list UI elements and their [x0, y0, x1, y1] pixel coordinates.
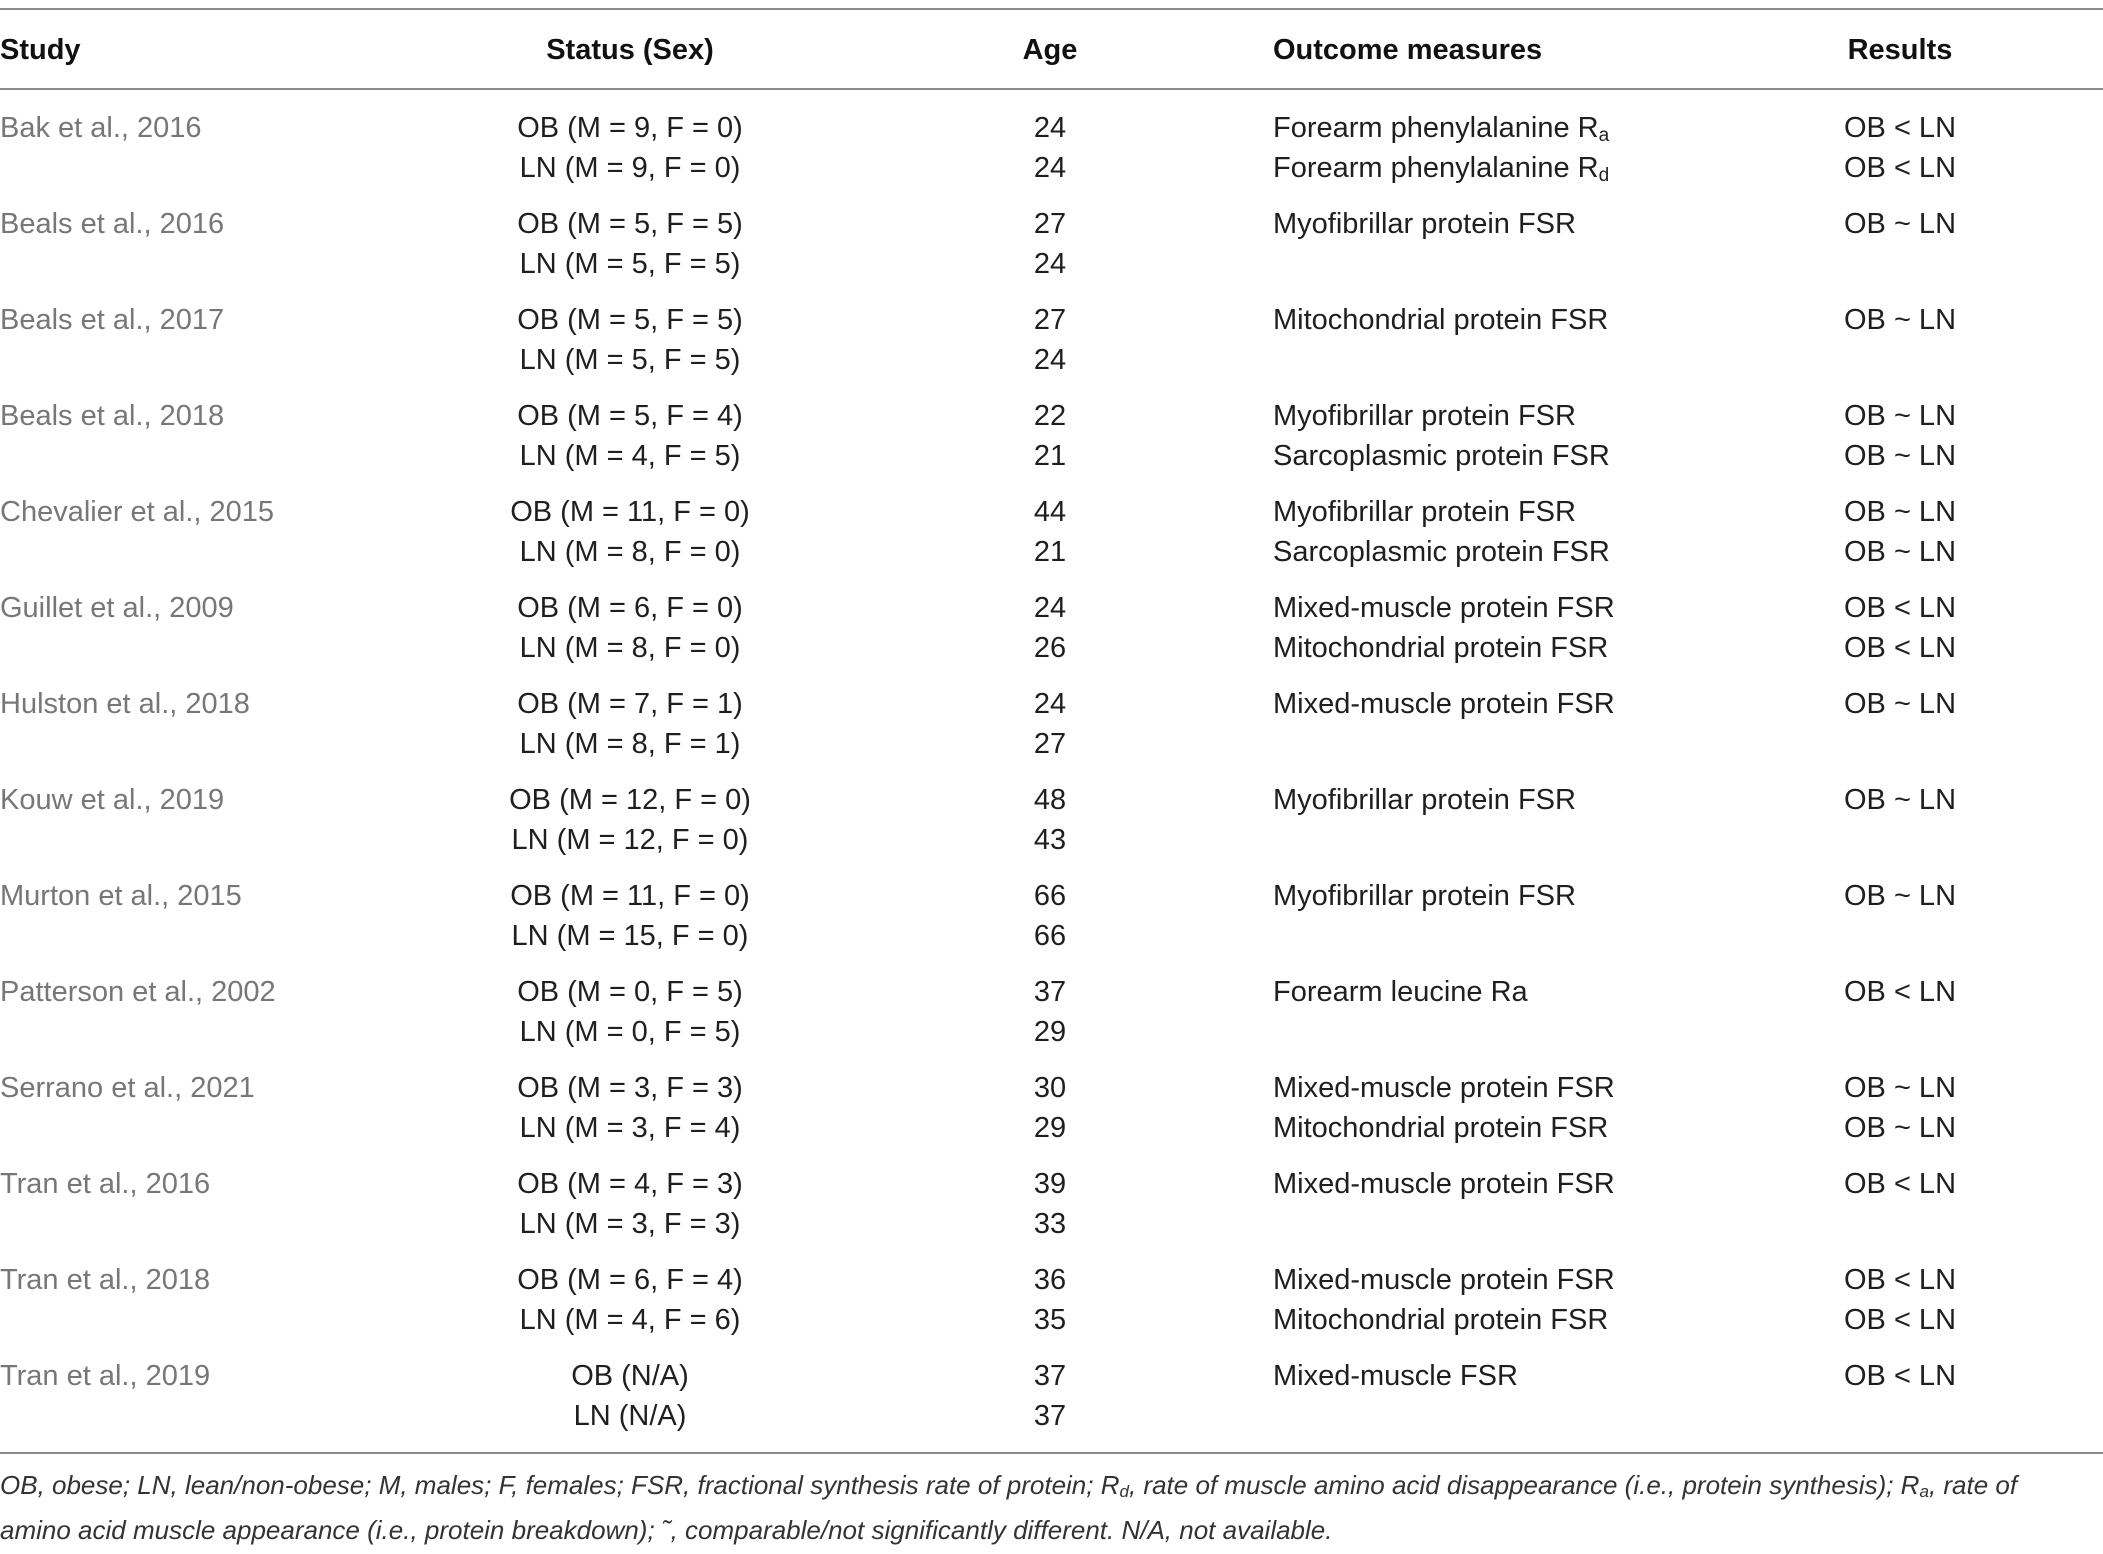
- outcome-text: Mixed-muscle FSR: [1273, 1360, 1518, 1392]
- outcome-line: [1273, 300, 1608, 340]
- status-line: OB (M = 3, F = 3): [517, 1072, 743, 1104]
- outcome-text: Myofibrillar protein FSR: [1273, 880, 1576, 912]
- table-body: [0, 108, 2103, 1452]
- status-cell: [430, 972, 830, 1052]
- table-row: [0, 108, 2103, 204]
- outcome-text: Mixed-muscle protein FSR: [1273, 1072, 1615, 1104]
- status-cell: [430, 300, 830, 380]
- footnote-text-3: , rate of amino acid muscle appearance (i.e., protein breakdown); ˜, comparable/not significantly different. N/A, not available.: [0, 1470, 2018, 1545]
- table-row: [0, 588, 2103, 684]
- outcome-line: [1273, 1260, 1615, 1300]
- result-cell: [1700, 300, 2100, 340]
- header-age: Age: [1022, 34, 1078, 66]
- status-cell: [430, 1260, 830, 1340]
- result-line: OB ~ LN: [1843, 784, 1957, 816]
- status-cell: [430, 1164, 830, 1244]
- outcome-text: Myofibrillar protein FSR: [1273, 208, 1576, 240]
- age-cell: [950, 876, 1150, 956]
- age-cell: [950, 1068, 1150, 1148]
- result-cell: [1700, 1260, 2100, 1340]
- outcome-line: [1273, 532, 1610, 572]
- age-line: 66: [1033, 880, 1067, 912]
- status-line: OB (M = 0, F = 5): [517, 976, 743, 1008]
- outcome-cell: [1273, 204, 1576, 244]
- age-line: 24: [1033, 344, 1067, 376]
- footnote-sub-a: a: [1919, 1482, 1929, 1501]
- status-cell: [430, 108, 830, 188]
- result-cell: [1700, 396, 2100, 476]
- outcome-cell: [1273, 1068, 1615, 1148]
- result-line: OB < LN: [1843, 112, 1957, 144]
- age-line: 48: [1033, 784, 1067, 816]
- outcome-cell: [1273, 876, 1576, 916]
- age-line: 26: [1033, 632, 1067, 664]
- result-cell: [1700, 1356, 2100, 1396]
- outcome-line: [1273, 684, 1615, 724]
- result-line: OB ~ LN: [1843, 688, 1957, 720]
- result-line: OB ~ LN: [1843, 1072, 1957, 1104]
- result-cell: [1700, 108, 2100, 188]
- table-row: [0, 396, 2103, 492]
- outcome-cell: [1273, 588, 1615, 668]
- study-cell: Beals et al., 2018: [0, 400, 225, 432]
- outcome-text: Mitochondrial protein FSR: [1273, 1112, 1609, 1144]
- study-cell: Tran et al., 2019: [0, 1360, 211, 1392]
- status-line: OB (M = 5, F = 5): [517, 208, 743, 240]
- table-bottom-rule: [0, 1452, 2103, 1454]
- outcome-line: [1273, 108, 1609, 148]
- age-line: 43: [1033, 824, 1067, 856]
- status-line: OB (M = 5, F = 5): [517, 304, 743, 336]
- table-row: [0, 1260, 2103, 1356]
- outcome-line: [1273, 1164, 1615, 1204]
- study-cell: Hulston et al., 2018: [0, 688, 250, 720]
- outcome-line: [1273, 204, 1576, 244]
- status-cell: [430, 876, 830, 956]
- header-outcome: Outcome measures: [1273, 34, 1543, 66]
- outcome-text: Mitochondrial protein FSR: [1273, 632, 1609, 664]
- outcome-line: [1273, 628, 1615, 668]
- outcome-cell: [1273, 1164, 1615, 1204]
- outcome-line: [1273, 780, 1576, 820]
- table-row: [0, 780, 2103, 876]
- result-line: OB < LN: [1843, 1360, 1957, 1392]
- status-line: OB (M = 4, F = 3): [517, 1168, 743, 1200]
- result-line: OB < LN: [1843, 592, 1957, 624]
- age-line: 27: [1033, 208, 1067, 240]
- age-cell: [950, 492, 1150, 572]
- status-cell: [430, 588, 830, 668]
- result-line: OB ~ LN: [1843, 496, 1957, 528]
- status-line: LN (M = 8, F = 0): [519, 536, 741, 568]
- age-line: 21: [1033, 536, 1067, 568]
- status-cell: [430, 204, 830, 284]
- table-row: [0, 876, 2103, 972]
- status-line: OB (M = 6, F = 0): [517, 592, 743, 624]
- table-row: [0, 300, 2103, 396]
- study-cell: Tran et al., 2016: [0, 1168, 211, 1200]
- age-line: 33: [1033, 1208, 1067, 1240]
- result-cell: [1700, 684, 2100, 724]
- result-line: OB ~ LN: [1843, 208, 1957, 240]
- age-line: 37: [1033, 1400, 1067, 1432]
- outcome-line: [1273, 1068, 1615, 1108]
- status-cell: [430, 396, 830, 476]
- age-line: 21: [1033, 440, 1067, 472]
- status-line: OB (M = 12, F = 0): [509, 784, 751, 816]
- table-row: [0, 684, 2103, 780]
- outcome-text: Forearm phenylalanine R: [1273, 152, 1599, 184]
- age-cell: [950, 204, 1150, 284]
- outcome-text: Myofibrillar protein FSR: [1273, 496, 1576, 528]
- outcome-line: [1273, 396, 1610, 436]
- outcome-cell: [1273, 684, 1615, 724]
- study-cell: Serrano et al., 2021: [0, 1072, 255, 1104]
- status-line: OB (M = 11, F = 0): [510, 880, 750, 912]
- outcome-text: Mixed-muscle protein FSR: [1273, 592, 1615, 624]
- table-row: [0, 1356, 2103, 1452]
- status-line: LN (M = 3, F = 4): [519, 1112, 741, 1144]
- age-line: 30: [1033, 1072, 1067, 1104]
- outcome-cell: [1273, 1356, 1518, 1396]
- study-cell: Tran et al., 2018: [0, 1264, 211, 1296]
- table-row: [0, 204, 2103, 300]
- outcome-text: Forearm phenylalanine R: [1273, 112, 1599, 144]
- outcome-cell: [1273, 108, 1609, 188]
- status-line: LN (M = 15, F = 0): [511, 920, 749, 952]
- result-line: OB ~ LN: [1843, 440, 1957, 472]
- study-cell: Patterson et al., 2002: [0, 976, 276, 1008]
- outcome-cell: [1273, 972, 1528, 1012]
- status-line: LN (M = 8, F = 1): [519, 728, 741, 760]
- study-cell: Chevalier et al., 2015: [0, 496, 275, 528]
- outcome-cell: [1273, 492, 1610, 572]
- age-line: 24: [1033, 688, 1067, 720]
- status-cell: [430, 492, 830, 572]
- age-cell: [950, 1260, 1150, 1340]
- status-cell: [430, 684, 830, 764]
- outcome-cell: [1273, 300, 1608, 340]
- age-line: 24: [1033, 152, 1067, 184]
- outcome-line: [1273, 436, 1610, 476]
- status-line: LN (M = 5, F = 5): [519, 344, 741, 376]
- outcome-cell: [1273, 780, 1576, 820]
- header-results: Results: [1847, 34, 1953, 66]
- table-row: [0, 1164, 2103, 1260]
- study-cell: Kouw et al., 2019: [0, 784, 225, 816]
- outcome-text: Myofibrillar protein FSR: [1273, 784, 1576, 816]
- outcome-line: [1273, 1108, 1615, 1148]
- status-line: OB (N/A): [571, 1360, 689, 1392]
- result-line: OB < LN: [1843, 976, 1957, 1008]
- age-line: 35: [1033, 1304, 1067, 1336]
- outcome-cell: [1273, 1260, 1615, 1340]
- age-cell: [950, 1164, 1150, 1244]
- age-line: 29: [1033, 1016, 1067, 1048]
- outcome-text: Sarcoplasmic protein FSR: [1273, 536, 1610, 568]
- result-line: OB < LN: [1843, 632, 1957, 664]
- outcome-line: [1273, 972, 1528, 1012]
- outcome-line: [1273, 1356, 1518, 1396]
- footnote-text-2: , rate of muscle amino acid disappearance (i.e., protein synthesis); R: [1128, 1470, 1920, 1500]
- status-line: OB (M = 7, F = 1): [517, 688, 743, 720]
- age-cell: [950, 300, 1150, 380]
- age-line: 24: [1033, 592, 1067, 624]
- age-cell: [950, 1356, 1150, 1436]
- outcome-line: [1273, 876, 1576, 916]
- table-row: [0, 492, 2103, 588]
- result-cell: [1700, 876, 2100, 916]
- age-cell: [950, 588, 1150, 668]
- age-line: 66: [1033, 920, 1067, 952]
- age-line: 27: [1033, 304, 1067, 336]
- header-rule: [0, 88, 2103, 90]
- result-line: OB < LN: [1843, 1168, 1957, 1200]
- status-line: LN (N/A): [573, 1400, 687, 1432]
- age-line: 37: [1033, 976, 1067, 1008]
- result-line: OB ~ LN: [1843, 304, 1957, 336]
- table-footnote: [0, 1466, 2090, 1549]
- outcome-line: [1273, 492, 1610, 532]
- result-cell: [1700, 972, 2100, 1012]
- status-line: OB (M = 9, F = 0): [517, 112, 743, 144]
- age-cell: [950, 684, 1150, 764]
- status-line: LN (M = 8, F = 0): [519, 632, 741, 664]
- result-line: OB < LN: [1843, 152, 1957, 184]
- age-line: 39: [1033, 1168, 1067, 1200]
- status-line: LN (M = 9, F = 0): [519, 152, 741, 184]
- outcome-text: Mixed-muscle protein FSR: [1273, 1264, 1615, 1296]
- age-line: 44: [1033, 496, 1067, 528]
- age-line: 37: [1033, 1360, 1067, 1392]
- footnote-text-1: OB, obese; LN, lean/non-obese; M, males; F, females; FSR, fractional synthesis rate of protein; R: [0, 1470, 1120, 1500]
- status-line: LN (M = 12, F = 0): [511, 824, 749, 856]
- age-cell: [950, 780, 1150, 860]
- outcome-subscript: a: [1598, 125, 1610, 146]
- result-line: OB ~ LN: [1843, 536, 1957, 568]
- result-cell: [1700, 1068, 2100, 1148]
- footnote-sub-d: d: [1119, 1482, 1129, 1501]
- result-cell: [1700, 588, 2100, 668]
- result-line: OB ~ LN: [1843, 1112, 1957, 1144]
- age-cell: [950, 108, 1150, 188]
- result-cell: [1700, 492, 2100, 572]
- study-cell: Beals et al., 2016: [0, 208, 225, 240]
- result-line: OB ~ LN: [1843, 400, 1957, 432]
- status-cell: [430, 1356, 830, 1436]
- study-cell: Beals et al., 2017: [0, 304, 225, 336]
- age-cell: [950, 972, 1150, 1052]
- study-cell: Murton et al., 2015: [0, 880, 242, 912]
- outcome-text: Myofibrillar protein FSR: [1273, 400, 1576, 432]
- result-line: OB < LN: [1843, 1304, 1957, 1336]
- table-row: [0, 1068, 2103, 1164]
- table-top-rule: [0, 8, 2103, 10]
- status-cell: [430, 1068, 830, 1148]
- study-cell: Guillet et al., 2009: [0, 592, 234, 624]
- age-line: 22: [1033, 400, 1067, 432]
- status-line: OB (M = 5, F = 4): [517, 400, 743, 432]
- result-cell: [1700, 780, 2100, 820]
- status-line: LN (M = 5, F = 5): [519, 248, 741, 280]
- age-line: 29: [1033, 1112, 1067, 1144]
- age-line: 36: [1033, 1264, 1067, 1296]
- status-cell: [430, 780, 830, 860]
- outcome-text: Forearm leucine Ra: [1273, 976, 1528, 1008]
- outcome-text: Sarcoplasmic protein FSR: [1273, 440, 1610, 472]
- outcome-subscript: d: [1598, 165, 1610, 186]
- result-line: OB < LN: [1843, 1264, 1957, 1296]
- result-cell: [1700, 1164, 2100, 1204]
- outcome-text: Mixed-muscle protein FSR: [1273, 1168, 1615, 1200]
- result-line: OB ~ LN: [1843, 880, 1957, 912]
- status-line: LN (M = 4, F = 6): [519, 1304, 741, 1336]
- status-line: LN (M = 4, F = 5): [519, 440, 741, 472]
- outcome-text: Mitochondrial protein FSR: [1273, 304, 1609, 336]
- age-line: 24: [1033, 248, 1067, 280]
- outcome-text: Mixed-muscle protein FSR: [1273, 688, 1615, 720]
- status-line: OB (M = 11, F = 0): [510, 496, 750, 528]
- table-row: [0, 972, 2103, 1068]
- age-line: 24: [1033, 112, 1067, 144]
- age-line: 27: [1033, 728, 1067, 760]
- status-line: LN (M = 3, F = 3): [519, 1208, 741, 1240]
- outcome-line: [1273, 148, 1609, 188]
- header-status: Status (Sex): [546, 34, 714, 66]
- study-cell: Bak et al., 2016: [0, 112, 202, 144]
- outcome-line: [1273, 1300, 1615, 1340]
- status-line: LN (M = 0, F = 5): [519, 1016, 741, 1048]
- outcome-cell: [1273, 396, 1610, 476]
- status-line: OB (M = 6, F = 4): [517, 1264, 743, 1296]
- header-study: Study: [0, 34, 81, 66]
- outcome-text: Mitochondrial protein FSR: [1273, 1304, 1609, 1336]
- result-cell: [1700, 204, 2100, 244]
- age-cell: [950, 396, 1150, 476]
- outcome-line: [1273, 588, 1615, 628]
